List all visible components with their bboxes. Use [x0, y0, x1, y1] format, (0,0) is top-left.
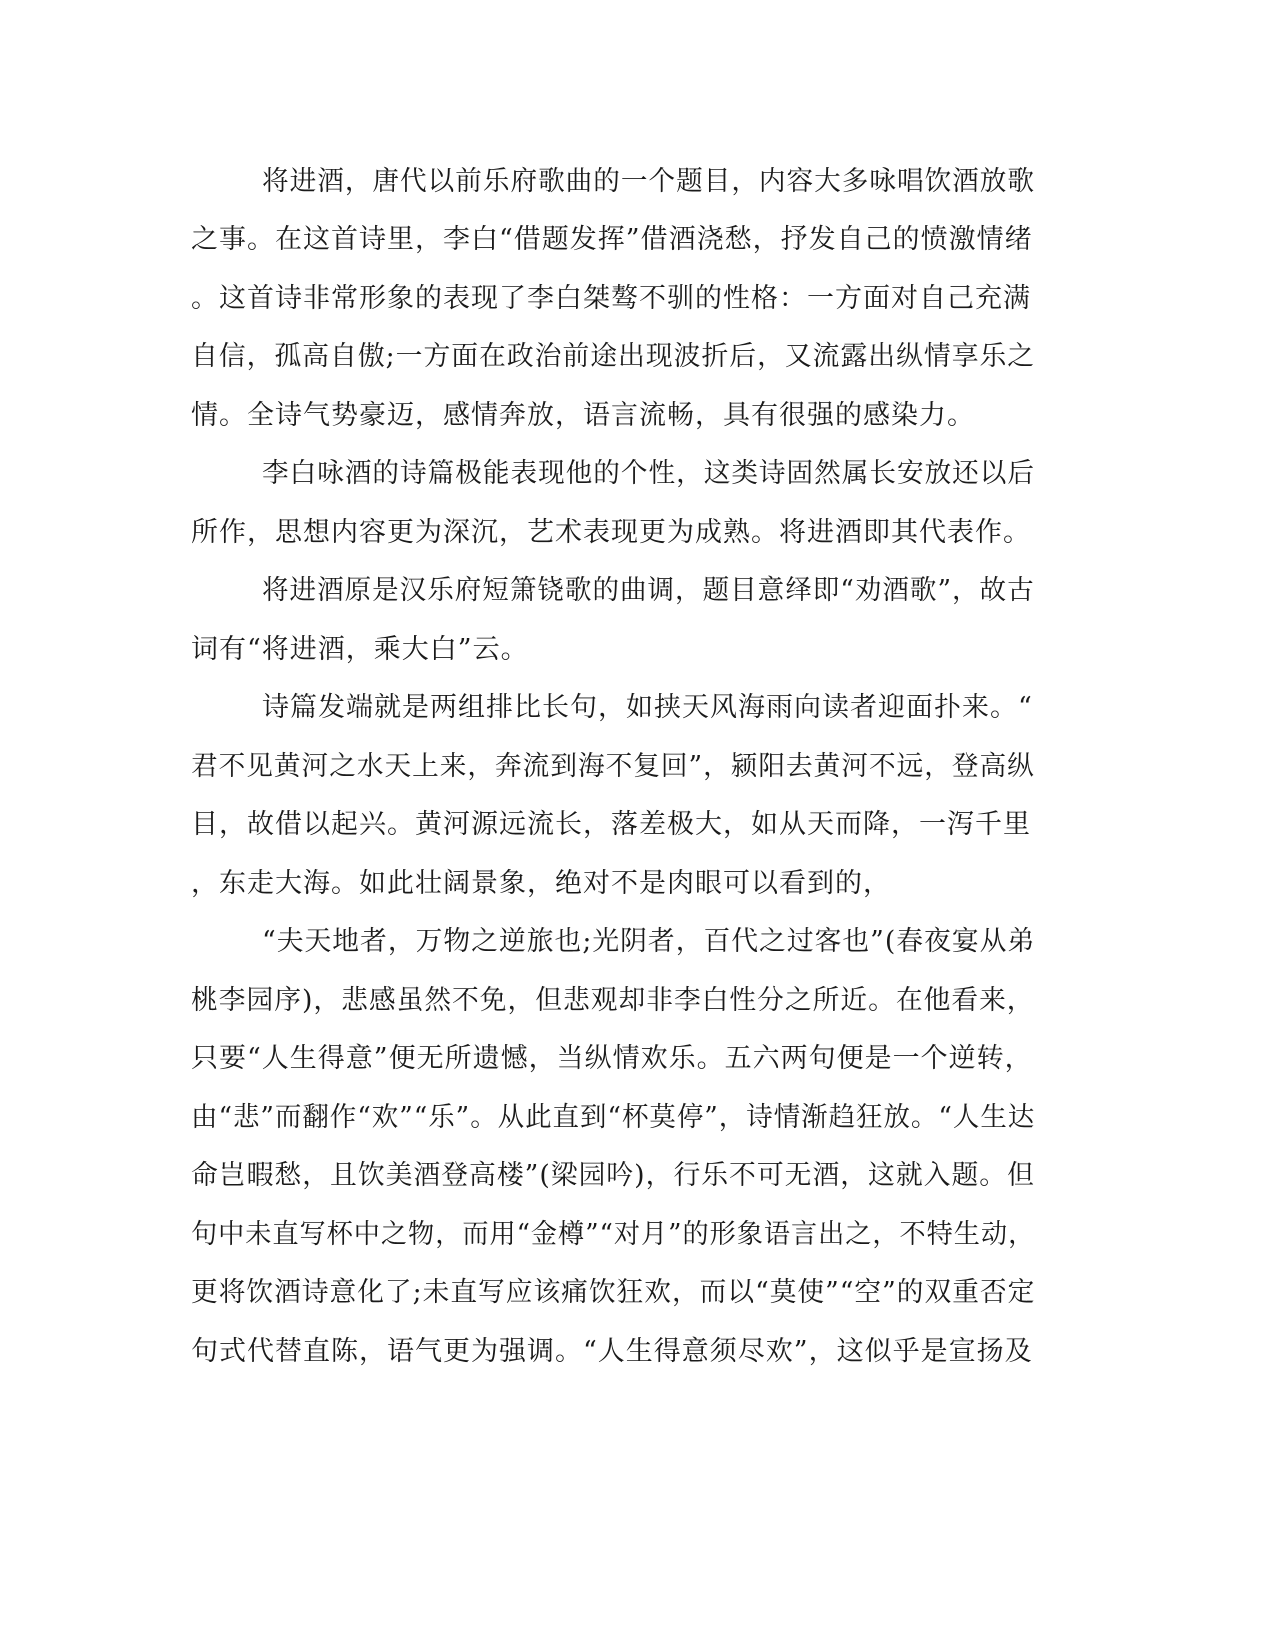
paragraph-2-line-1: 李白咏酒的诗篇极能表现他的个性，这类诗固然属长安放还以后 — [262, 458, 1035, 489]
paragraph-5-line-8: 句式代替直陈，语气更为强调。“人生得意须尽欢”，这似乎是宣扬及 — [191, 1336, 1033, 1367]
paragraph-1-line-4: 自信，孤高自傲;一方面在政治前途出现波折后，又流露出纵情享乐之 — [191, 341, 1036, 372]
paragraph-4-line-3: 目，故借以起兴。黄河源远流长，落差极大，如从天而降，一泻千里 — [191, 809, 1031, 840]
paragraph-4-line-1: 诗篇发端就是两组排比长句，如挟天风海雨向读者迎面扑来。“ — [262, 692, 1033, 723]
paragraph-5-line-3: 只要“人生得意”便无所遗憾，当纵情欢乐。五六两句便是一个逆转， — [191, 1043, 1033, 1074]
paragraph-5-line-5: 命岂暇愁，且饮美酒登高楼”(梁园吟)，行乐不可无酒，这就入题。但 — [191, 1160, 1035, 1191]
paragraph-5-line-4: 由“悲”而翻作“欢”“乐”。从此直到“杯莫停”，诗情渐趋狂放。“人生达 — [191, 1102, 1036, 1133]
paragraph-1-line-5: 情。全诗气势豪迈，感情奔放，语言流畅，具有很强的感染力。 — [191, 400, 975, 431]
paragraph-4-line-4: ，东走大海。如此壮阔景象，绝对不是肉眼可以看到的， — [191, 868, 891, 899]
paragraph-5-line-6: 句中未直写杯中之物，而用“金樽”“对月”的形象语言出之，不特生动， — [191, 1219, 1036, 1250]
paragraph-1-line-3: 。这首诗非常形象的表现了李白桀骜不驯的性格：一方面对自己充满 — [191, 283, 1031, 314]
paragraph-3-line-2: 词有“将进酒，乘大白”云。 — [191, 634, 529, 665]
paragraph-1-line-2: 之事。在这首诗里，李白“借题发挥”借酒浇愁，抒发自己的愤激情绪 — [191, 224, 1033, 255]
paragraph-5-line-1: “夫天地者，万物之逆旅也;光阴者，百代之过客也”(春夜宴从弟 — [262, 926, 1036, 957]
paragraph-3-line-1: 将进酒原是汉乐府短箫铙歌的曲调，题目意绎即“劝酒歌”，故古 — [262, 575, 1035, 606]
paragraph-5-line-7: 更将饮酒诗意化了;未直写应该痛饮狂欢，而以“莫使”“空”的双重否定 — [191, 1277, 1036, 1308]
paragraph-5-line-2: 桃李园序)，悲感虽然不免，但悲观却非李白性分之所近。在他看来， — [191, 985, 1035, 1016]
paragraph-2-line-2: 所作，思想内容更为深沉，艺术表现更为成熟。将进酒即其代表作。 — [191, 517, 1031, 548]
paragraph-4-line-2: 君不见黄河之水天上来，奔流到海不复回”，颍阳去黄河不远，登高纵 — [191, 751, 1035, 782]
paragraph-1-line-1: 将进酒，唐代以前乐府歌曲的一个题目，内容大多咏唱饮酒放歌 — [262, 166, 1035, 197]
